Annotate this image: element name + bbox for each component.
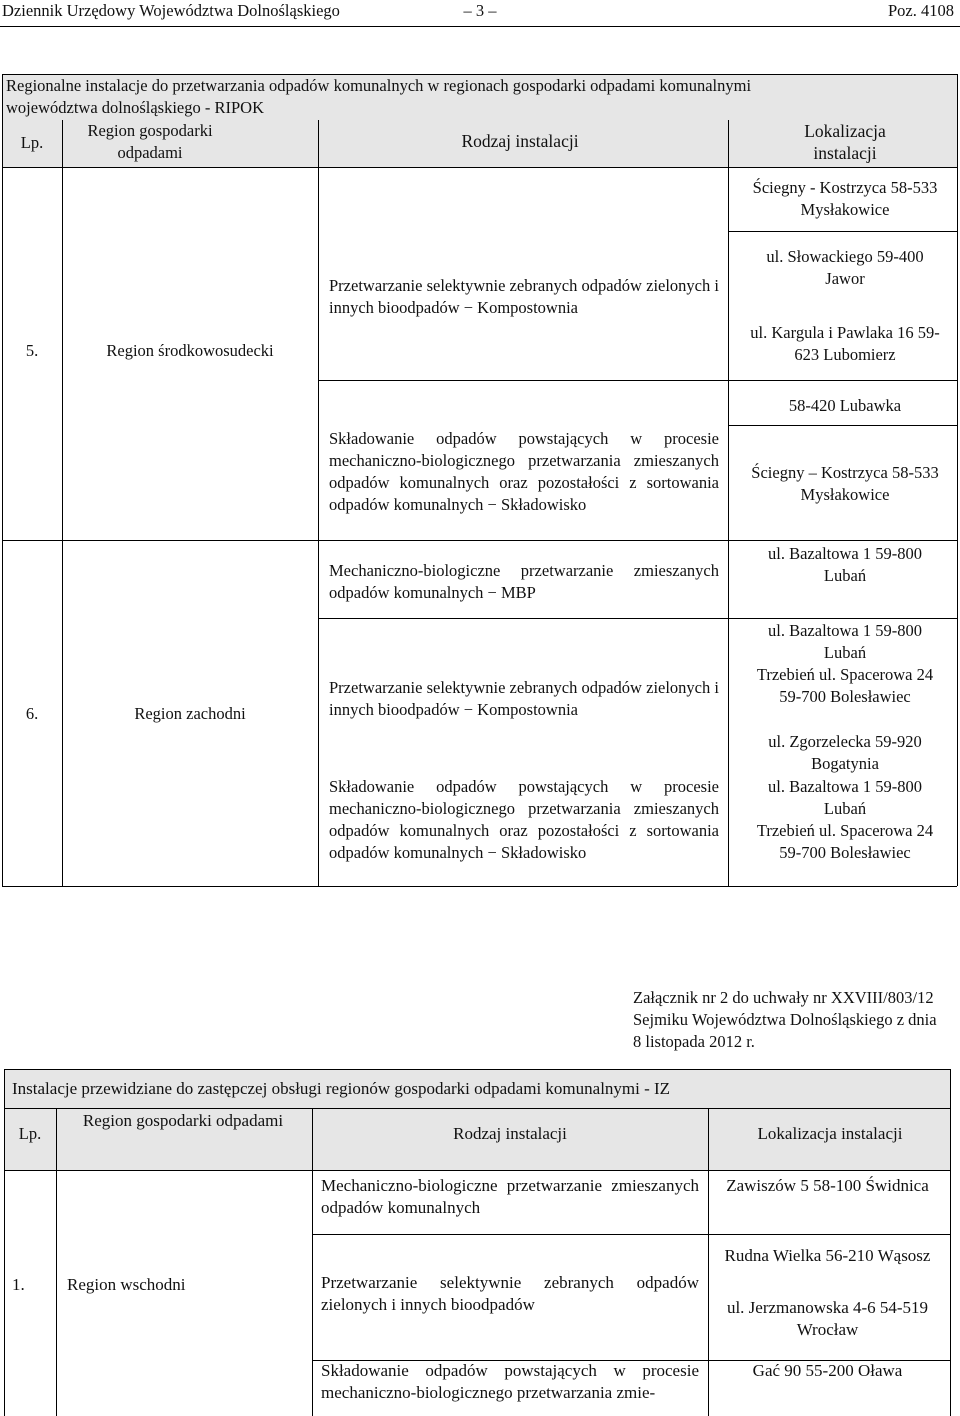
table1-title-line2: województwa dolnośląskiego - RIPOK [6, 98, 265, 117]
table1-row6-lp: 6. [25, 704, 39, 723]
table1-row5-loc4: Ściegny – Kostrzyca 58-533 Mysłakowice [751, 463, 939, 504]
page-number: – 3 – [463, 1, 497, 20]
table2-row1-region: Region wschodni [67, 1275, 186, 1294]
table1-row6-loc5: ul. Bazaltowa 1 59-800 Lubań [768, 777, 922, 818]
table1-row5-type2: Składowanie odpadów powstających w procesie mechaniczno-biologicznego przetwarzania zmieszanych odpadów komunalnych oraz pozostałości z sortowania odpadów komunalnych − Składowisko [329, 429, 719, 514]
table1-row6-type1: Mechaniczno-biologiczne przetwarzanie zmieszanych odpadów komunalnych − MBP [329, 561, 719, 602]
table2-row1-loc1: Zawiszów 5 58-100 Świdnica [726, 1176, 929, 1195]
table1-row6-loc1: ul. Bazaltowa 1 59-800 Lubań [768, 544, 922, 585]
table1-row5-region: Region środkowosudecki [106, 341, 274, 360]
table2-row1-loc3: ul. Jerzmanowska 4-6 54-519 Wrocław [726, 1298, 929, 1339]
table1-header-region: Region gospodarki odpadami [87, 121, 213, 162]
table2-header-lp: Lp. [18, 1124, 42, 1143]
table2-row1-type1: Mechaniczno-biologiczne przetwarzanie zmieszanych odpadów komunalnych [321, 1176, 699, 1217]
table2-header-type: Rodzaj instalacji [453, 1124, 567, 1143]
table1-row5-loc2: ul. Kargula i Pawlaka 16 59-623 Lubomierz [750, 323, 940, 364]
table1-row5-lp: 5. [25, 341, 39, 360]
table1-row5-loc1: ul. Słowackiego 59-400 Jawor [766, 247, 924, 288]
table1-loc-top: Ściegny - Kostrzyca 58-533 Mysłakowice [752, 178, 938, 219]
table1-row5-type: Przetwarzanie selektywnie zebranych odpadów zielonych i innych bioodpadów − Kompostownia [329, 276, 719, 317]
table2-row1-loc4: Gać 90 55-200 Oława [752, 1361, 903, 1380]
table2-title: Instalacje przewidziane do zastępczej obsługi regionów gospodarki odpadami komunalnymi - IZ [12, 1079, 671, 1098]
table1-row6-loc6: Trzebień ul. Spacerowa 24 59-700 Bolesławiec [756, 821, 934, 862]
table2-row1-type3: Składowanie odpadów powstających w procesie mechaniczno-biologicznego przetwarzania zmie- [321, 1361, 699, 1402]
table1-header-type: Rodzaj instalacji [461, 131, 579, 151]
table1-row6-region: Region zachodni [134, 704, 246, 723]
table2-row1-lp: 1. [12, 1275, 25, 1294]
journal-title: Dziennik Urzędowy Województwa Dolnośląskiego [2, 1, 340, 20]
table1-row6-loc2: ul. Bazaltowa 1 59-800 Lubań [768, 621, 922, 662]
table1-row6-loc3: Trzebień ul. Spacerowa 24 59-700 Bolesławiec [756, 665, 934, 706]
table1-row6-type2: Przetwarzanie selektywnie zebranych odpadów zielonych i innych bioodpadów − Kompostownia [329, 678, 719, 719]
table1-row6-loc4: ul. Zgorzelecka 59-920 Bogatynia [768, 732, 922, 773]
table2-row1-loc2: Rudna Wielka 56-210 Wąsosz [724, 1246, 931, 1265]
table2-header-region: Region gospodarki odpadami [82, 1111, 284, 1130]
table1-header-location: Lokalizacja instalacji [804, 121, 886, 163]
table1-title-line1: Regionalne instalacje do przetwarzania odpadów komunalnych w regionach gospodarki odpadami komunalnymi [6, 76, 752, 95]
table1-row5-loc3: 58-420 Lubawka [788, 396, 902, 415]
table2-row1-type2: Przetwarzanie selektywnie zebranych odpadów zielonych i innych bioodpadów [321, 1273, 699, 1314]
annex-line3: 8 listopada 2012 r. [633, 1032, 755, 1051]
annex-line1: Załącznik nr 2 do uchwały nr XXVIII/803/12 [633, 988, 934, 1007]
table2-header-location: Lokalizacja instalacji [757, 1124, 903, 1143]
position-number: Poz. 4108 [888, 1, 954, 20]
annex-line2: Sejmiku Województwa Dolnośląskiego z dnia [633, 1010, 937, 1029]
table1-row6-type3: Składowanie odpadów powstających w procesie mechaniczno-biologicznego przetwarzania zmieszanych odpadów komunalnych oraz pozostałości z sortowania odpadów komunalnych − Składowisko [329, 777, 719, 862]
table1-header-lp: Lp. [20, 133, 44, 152]
